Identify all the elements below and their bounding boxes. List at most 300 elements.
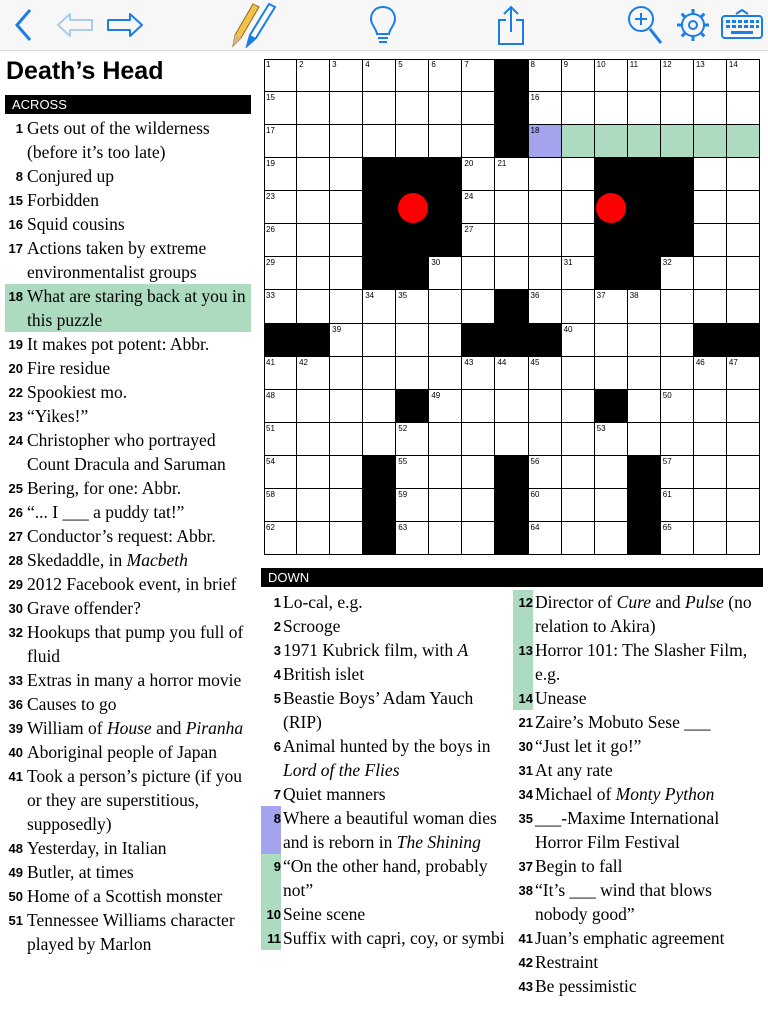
clue-text: Spookiest mo. [27, 382, 128, 402]
grid-cell[interactable] [429, 125, 462, 158]
grid-black-cell [495, 522, 528, 555]
across-clue-19[interactable] [5, 332, 251, 356]
across-clue-18[interactable] [5, 284, 251, 332]
grid-cell[interactable] [694, 191, 727, 224]
grid-cell[interactable] [297, 191, 330, 224]
grid-cell[interactable] [429, 257, 462, 290]
clue-number: 43 [518, 979, 533, 994]
grid-cell[interactable] [694, 224, 727, 257]
grid-cell[interactable] [396, 522, 429, 555]
grid-cell[interactable] [462, 357, 495, 390]
grid-cell[interactable] [694, 92, 727, 125]
grid-cell[interactable] [429, 290, 462, 323]
grid-cell[interactable] [694, 390, 727, 423]
grid-cell[interactable] [694, 257, 727, 290]
across-clue-27[interactable] [5, 524, 251, 548]
clue-number: 41 [8, 769, 23, 784]
cell-number: 4 [365, 60, 370, 69]
grid-cell[interactable] [628, 423, 661, 456]
grid-cell[interactable] [429, 59, 462, 92]
grid-cell[interactable] [495, 224, 528, 257]
grid-cell[interactable] [595, 92, 628, 125]
grid-cell[interactable] [330, 125, 363, 158]
grid-cell[interactable] [330, 324, 363, 357]
grid-cell[interactable] [661, 92, 694, 125]
grid-cell[interactable] [661, 390, 694, 423]
grid-cell[interactable] [264, 92, 297, 125]
grid-black-cell [495, 125, 528, 158]
grid-cell[interactable] [562, 489, 595, 522]
grid-cell[interactable] [264, 390, 297, 423]
clue-number: 33 [8, 673, 23, 688]
grid-cell[interactable] [297, 224, 330, 257]
grid-cell[interactable] [264, 257, 297, 290]
grid-cell[interactable] [628, 92, 661, 125]
grid-cell[interactable] [297, 522, 330, 555]
grid-cell[interactable] [661, 522, 694, 555]
grid-cell[interactable] [429, 92, 462, 125]
down-clue-8[interactable] [261, 806, 507, 854]
down-clue-10[interactable] [261, 902, 507, 926]
grid-cell[interactable] [330, 158, 363, 191]
grid-cell[interactable] [595, 489, 628, 522]
grid-cell[interactable] [661, 324, 694, 357]
grid-cell[interactable] [495, 191, 528, 224]
grid-cell[interactable] [727, 357, 760, 390]
cell-number: 19 [266, 159, 275, 169]
grid-cell[interactable] [429, 456, 462, 489]
down-clue-1[interactable] [261, 590, 507, 614]
lightbulb-icon[interactable] [362, 2, 404, 48]
grid-cell[interactable] [694, 423, 727, 456]
grid-cell[interactable] [264, 158, 297, 191]
grid-cell[interactable] [562, 257, 595, 290]
grid-cell[interactable] [330, 224, 363, 257]
grid-cell[interactable] [363, 390, 396, 423]
grid-cell[interactable] [363, 324, 396, 357]
grid-cell[interactable] [297, 390, 330, 423]
clue-number: 34 [518, 787, 533, 802]
down-clue-30[interactable] [513, 734, 759, 758]
across-clue-23[interactable] [5, 404, 251, 428]
grid-cell[interactable] [694, 456, 727, 489]
grid-cell[interactable] [595, 125, 628, 158]
grid-cell[interactable] [529, 224, 562, 257]
grid-cell[interactable] [330, 456, 363, 489]
grid-cell[interactable] [628, 357, 661, 390]
grid-cell[interactable] [727, 92, 760, 125]
grid-cell[interactable] [264, 59, 297, 92]
cell-number: 29 [266, 258, 275, 268]
down-clue-11[interactable] [261, 926, 507, 950]
down-clue-34[interactable] [513, 782, 759, 806]
down-clue-12[interactable] [513, 590, 759, 638]
grid-black-cell [363, 224, 396, 257]
across-clue-25[interactable] [5, 476, 251, 500]
grid-cell[interactable] [396, 290, 429, 323]
grid-cell[interactable] [727, 522, 760, 555]
grid-cell[interactable] [495, 257, 528, 290]
clue-text: Juan’s emphatic agreement [535, 928, 725, 948]
grid-cell[interactable] [495, 158, 528, 191]
zoom-in-icon[interactable] [624, 2, 666, 48]
grid-cell[interactable] [330, 92, 363, 125]
grid-cell[interactable] [330, 357, 363, 390]
grid-cell[interactable] [297, 357, 330, 390]
across-clue-24[interactable] [5, 428, 251, 476]
grid-cell[interactable] [562, 522, 595, 555]
grid-cell[interactable] [429, 357, 462, 390]
down-clue-4[interactable] [261, 662, 507, 686]
grid-cell[interactable] [264, 125, 297, 158]
grid-cell[interactable] [330, 489, 363, 522]
grid-cell[interactable] [396, 489, 429, 522]
grid-cell[interactable] [462, 191, 495, 224]
grid-cell[interactable] [562, 357, 595, 390]
grid-cell[interactable] [396, 456, 429, 489]
grid-cell[interactable] [264, 357, 297, 390]
grid-cell[interactable] [529, 390, 562, 423]
grid-black-cell [595, 390, 628, 423]
grid-cell[interactable] [396, 92, 429, 125]
grid-cell[interactable] [297, 158, 330, 191]
grid-cell[interactable] [694, 489, 727, 522]
across-clue-39[interactable] [5, 716, 251, 740]
grid-cell[interactable] [529, 489, 562, 522]
keyboard-icon[interactable] [718, 2, 766, 48]
grid-cell[interactable] [529, 357, 562, 390]
grid-black-cell [363, 456, 396, 489]
grid-cell[interactable] [727, 59, 760, 92]
clue-number: 1 [273, 595, 281, 610]
cell-number: 57 [662, 456, 672, 466]
grid-cell[interactable] [462, 489, 495, 522]
clue-text: Gets out of the wilderness (before it’s too late) [27, 118, 210, 162]
clue-text: Scrooge [283, 616, 341, 636]
grid-cell[interactable] [363, 423, 396, 456]
grid-cell[interactable] [661, 257, 694, 290]
grid-cell[interactable] [462, 290, 495, 323]
grid-cell[interactable] [330, 423, 363, 456]
cell-number: 16 [530, 93, 540, 103]
grid-cell[interactable] [694, 158, 727, 191]
grid-cell[interactable] [595, 456, 628, 489]
clue-number: 17 [8, 241, 23, 256]
grid-cell[interactable] [727, 125, 760, 158]
cell-number: 54 [266, 456, 275, 466]
clue-text: Causes to go [27, 694, 117, 714]
grid-cell[interactable] [694, 125, 727, 158]
down-clue-31[interactable] [513, 758, 759, 782]
cell-number: 18 [530, 126, 540, 136]
grid-cell[interactable] [297, 489, 330, 522]
grid-cell[interactable] [330, 257, 363, 290]
clue-text: Beastie Boys’ Adam Yauch (RIP) [283, 688, 474, 732]
clue-text: William of House and Piranha [27, 718, 244, 738]
grid-cell[interactable] [297, 257, 330, 290]
grid-cell[interactable] [396, 59, 429, 92]
grid-cell[interactable] [694, 357, 727, 390]
grid-cell[interactable] [363, 357, 396, 390]
down-clue-2[interactable] [261, 614, 507, 638]
grid-cell[interactable] [529, 158, 562, 191]
across-clue-30[interactable] [5, 596, 251, 620]
grid-cell[interactable] [297, 59, 330, 92]
grid-cell[interactable] [661, 423, 694, 456]
toolbar [0, 0, 768, 51]
grid-cell[interactable] [429, 324, 462, 357]
grid-cell[interactable] [727, 224, 760, 257]
across-clue-29[interactable] [5, 572, 251, 596]
clue-number: 14 [518, 691, 533, 706]
grid-cell[interactable] [562, 125, 595, 158]
across-clue-48[interactable] [5, 836, 251, 860]
grid-cell[interactable] [562, 92, 595, 125]
grid-cell[interactable] [661, 290, 694, 323]
across-clue-33[interactable] [5, 668, 251, 692]
grid-cell[interactable] [661, 489, 694, 522]
grid-cell[interactable] [595, 59, 628, 92]
grid-cell[interactable] [628, 390, 661, 423]
grid-cell[interactable] [661, 456, 694, 489]
grid-cell[interactable] [529, 423, 562, 456]
grid-black-cell [495, 59, 528, 92]
grid-cell[interactable] [264, 423, 297, 456]
grid-cell[interactable] [330, 390, 363, 423]
grid-cell[interactable] [661, 357, 694, 390]
down-clue-7[interactable] [261, 782, 507, 806]
down-clue-41[interactable] [513, 926, 759, 950]
across-clue-36[interactable] [5, 692, 251, 716]
grid-cell[interactable] [562, 290, 595, 323]
down-clue-5[interactable] [261, 686, 507, 734]
grid-cell[interactable] [462, 125, 495, 158]
cell-number: 47 [728, 357, 738, 367]
cell-number: 52 [398, 423, 408, 433]
grid-cell[interactable] [529, 290, 562, 323]
clue-text: Conductor’s request: Abbr. [27, 526, 216, 546]
down-clue-14[interactable] [513, 686, 759, 710]
clue-text: 1971 Kubrick film, with A [283, 640, 469, 660]
down-clue-43[interactable] [513, 974, 759, 998]
grid-black-cell [363, 191, 396, 224]
grid-cell[interactable] [529, 59, 562, 92]
across-clue-49[interactable] [5, 860, 251, 884]
grid-cell[interactable] [429, 390, 462, 423]
cell-number: 45 [530, 357, 540, 367]
grid-cell[interactable] [694, 522, 727, 555]
share-icon[interactable] [490, 2, 532, 48]
grid-cell[interactable] [529, 92, 562, 125]
grid-cell[interactable] [462, 456, 495, 489]
clue-number: 25 [8, 481, 23, 496]
grid-cell[interactable] [396, 324, 429, 357]
grid-cell[interactable] [562, 390, 595, 423]
clue-text: “... I ___ a puddy tat!” [27, 502, 185, 522]
cell-number: 26 [266, 225, 275, 235]
grid-black-cell [462, 324, 495, 357]
grid-cell[interactable] [727, 489, 760, 522]
across-clue-28[interactable] [5, 548, 251, 572]
clue-text: Restraint [535, 952, 599, 972]
grid-cell[interactable] [595, 324, 628, 357]
grid-cell[interactable] [628, 125, 661, 158]
cell-number: 55 [398, 456, 408, 466]
down-clue-13[interactable] [513, 638, 759, 686]
cell-number: 15 [266, 93, 275, 103]
grid-cell[interactable] [429, 522, 462, 555]
grid-cell[interactable] [462, 224, 495, 257]
clue-number: 39 [8, 721, 23, 736]
down-clue-38[interactable] [513, 878, 759, 926]
grid-cell[interactable] [727, 456, 760, 489]
grid-cell[interactable] [462, 522, 495, 555]
cell-number: 43 [464, 357, 474, 367]
grid-cell[interactable] [562, 158, 595, 191]
settings-gear-icon[interactable] [672, 2, 714, 48]
down-clue-37[interactable] [513, 854, 759, 878]
cell-number: 62 [266, 522, 275, 532]
cell-number: 65 [662, 522, 672, 532]
grid-cell[interactable] [727, 390, 760, 423]
grid-cell[interactable] [595, 357, 628, 390]
grid-cell[interactable] [595, 423, 628, 456]
grid-cell[interactable] [462, 257, 495, 290]
grid-cell[interactable] [727, 423, 760, 456]
across-clue-16[interactable] [5, 212, 251, 236]
down-clue-35[interactable] [513, 806, 759, 854]
grid-cell[interactable] [363, 125, 396, 158]
grid-cell[interactable] [429, 489, 462, 522]
grid-cell[interactable] [529, 191, 562, 224]
grid-cell[interactable] [727, 158, 760, 191]
crossword-grid[interactable] [264, 59, 760, 555]
pencil-pen-icon[interactable] [224, 2, 282, 48]
grid-cell[interactable] [396, 125, 429, 158]
grid-cell[interactable] [694, 59, 727, 92]
across-clue-32[interactable] [5, 620, 251, 668]
clue-text: Zaire’s Mobuto Sese ___ [535, 712, 711, 732]
grid-cell[interactable] [264, 489, 297, 522]
grid-cell[interactable] [330, 59, 363, 92]
grid-cell[interactable] [562, 224, 595, 257]
across-clue-22[interactable] [5, 380, 251, 404]
grid-cell[interactable] [462, 59, 495, 92]
across-clue-51[interactable] [5, 908, 251, 956]
grid-cell[interactable] [264, 456, 297, 489]
grid-cell[interactable] [264, 522, 297, 555]
grid-cell[interactable] [363, 290, 396, 323]
grid-cell[interactable] [330, 522, 363, 555]
grid-cell[interactable] [529, 522, 562, 555]
across-clue-15[interactable] [5, 188, 251, 212]
grid-cell[interactable] [529, 257, 562, 290]
grid-cell[interactable] [297, 456, 330, 489]
grid-cell[interactable] [529, 125, 562, 158]
grid-cell[interactable] [694, 290, 727, 323]
cell-number: 59 [398, 489, 408, 499]
grid-cell[interactable] [396, 423, 429, 456]
grid-cell[interactable] [429, 423, 462, 456]
next-clue-arrow-icon[interactable] [102, 2, 148, 48]
grid-cell[interactable] [495, 423, 528, 456]
grid-cell[interactable] [297, 92, 330, 125]
grid-cell[interactable] [727, 191, 760, 224]
prev-clue-arrow-icon[interactable] [52, 2, 98, 48]
grid-cell[interactable] [264, 191, 297, 224]
grid-cell[interactable] [562, 456, 595, 489]
across-clue-50[interactable] [5, 884, 251, 908]
grid-cell[interactable] [661, 59, 694, 92]
grid-cell[interactable] [330, 191, 363, 224]
grid-cell[interactable] [562, 324, 595, 357]
clue-text: Animal hunted by the boys in Lord of the Flies [283, 736, 491, 780]
across-clue-1[interactable] [5, 116, 251, 164]
across-clue-17[interactable] [5, 236, 251, 284]
grid-cell[interactable] [462, 390, 495, 423]
down-clue-3[interactable] [261, 638, 507, 662]
grid-cell[interactable] [396, 357, 429, 390]
grid-cell[interactable] [462, 92, 495, 125]
grid-cell[interactable] [562, 423, 595, 456]
cell-number: 13 [695, 60, 705, 69]
grid-cell[interactable] [628, 290, 661, 323]
grid-cell[interactable] [628, 324, 661, 357]
grid-cell[interactable] [562, 59, 595, 92]
back-chevron-icon[interactable] [6, 2, 42, 48]
grid-cell[interactable] [363, 92, 396, 125]
grid-cell[interactable] [727, 257, 760, 290]
grid-cell[interactable] [628, 59, 661, 92]
across-clue-40[interactable] [5, 740, 251, 764]
grid-cell[interactable] [297, 423, 330, 456]
grid-cell[interactable] [595, 522, 628, 555]
grid-cell[interactable] [495, 390, 528, 423]
across-clue-41[interactable] [5, 764, 251, 836]
grid-cell[interactable] [330, 290, 363, 323]
grid-cell[interactable] [462, 423, 495, 456]
clue-text: ___-Maxime International Horror Film Festival [535, 808, 720, 852]
cell-number: 10 [596, 60, 606, 69]
grid-cell[interactable] [264, 224, 297, 257]
grid-cell[interactable] [661, 125, 694, 158]
grid-cell[interactable] [363, 59, 396, 92]
grid-cell[interactable] [595, 290, 628, 323]
across-clue-20[interactable] [5, 356, 251, 380]
cell-number: 30 [431, 258, 441, 268]
grid-cell[interactable] [297, 290, 330, 323]
grid-cell[interactable] [264, 290, 297, 323]
across-clue-8[interactable] [5, 164, 251, 188]
cell-number: 40 [563, 324, 573, 334]
cell-number: 33 [266, 291, 275, 301]
cell-number: 17 [266, 126, 275, 136]
grid-cell[interactable] [462, 158, 495, 191]
clue-text: Conjured up [27, 166, 115, 186]
down-clue-6[interactable] [261, 734, 507, 782]
grid-cell[interactable] [727, 290, 760, 323]
down-clue-42[interactable] [513, 950, 759, 974]
grid-cell[interactable] [529, 456, 562, 489]
down-clue-21[interactable] [513, 710, 759, 734]
grid-cell[interactable] [495, 357, 528, 390]
across-clue-26[interactable] [5, 500, 251, 524]
grid-cell[interactable] [297, 125, 330, 158]
down-clue-9[interactable] [261, 854, 507, 902]
clue-number: 21 [518, 715, 533, 730]
grid-cell[interactable] [562, 191, 595, 224]
clue-number: 7 [273, 787, 281, 802]
